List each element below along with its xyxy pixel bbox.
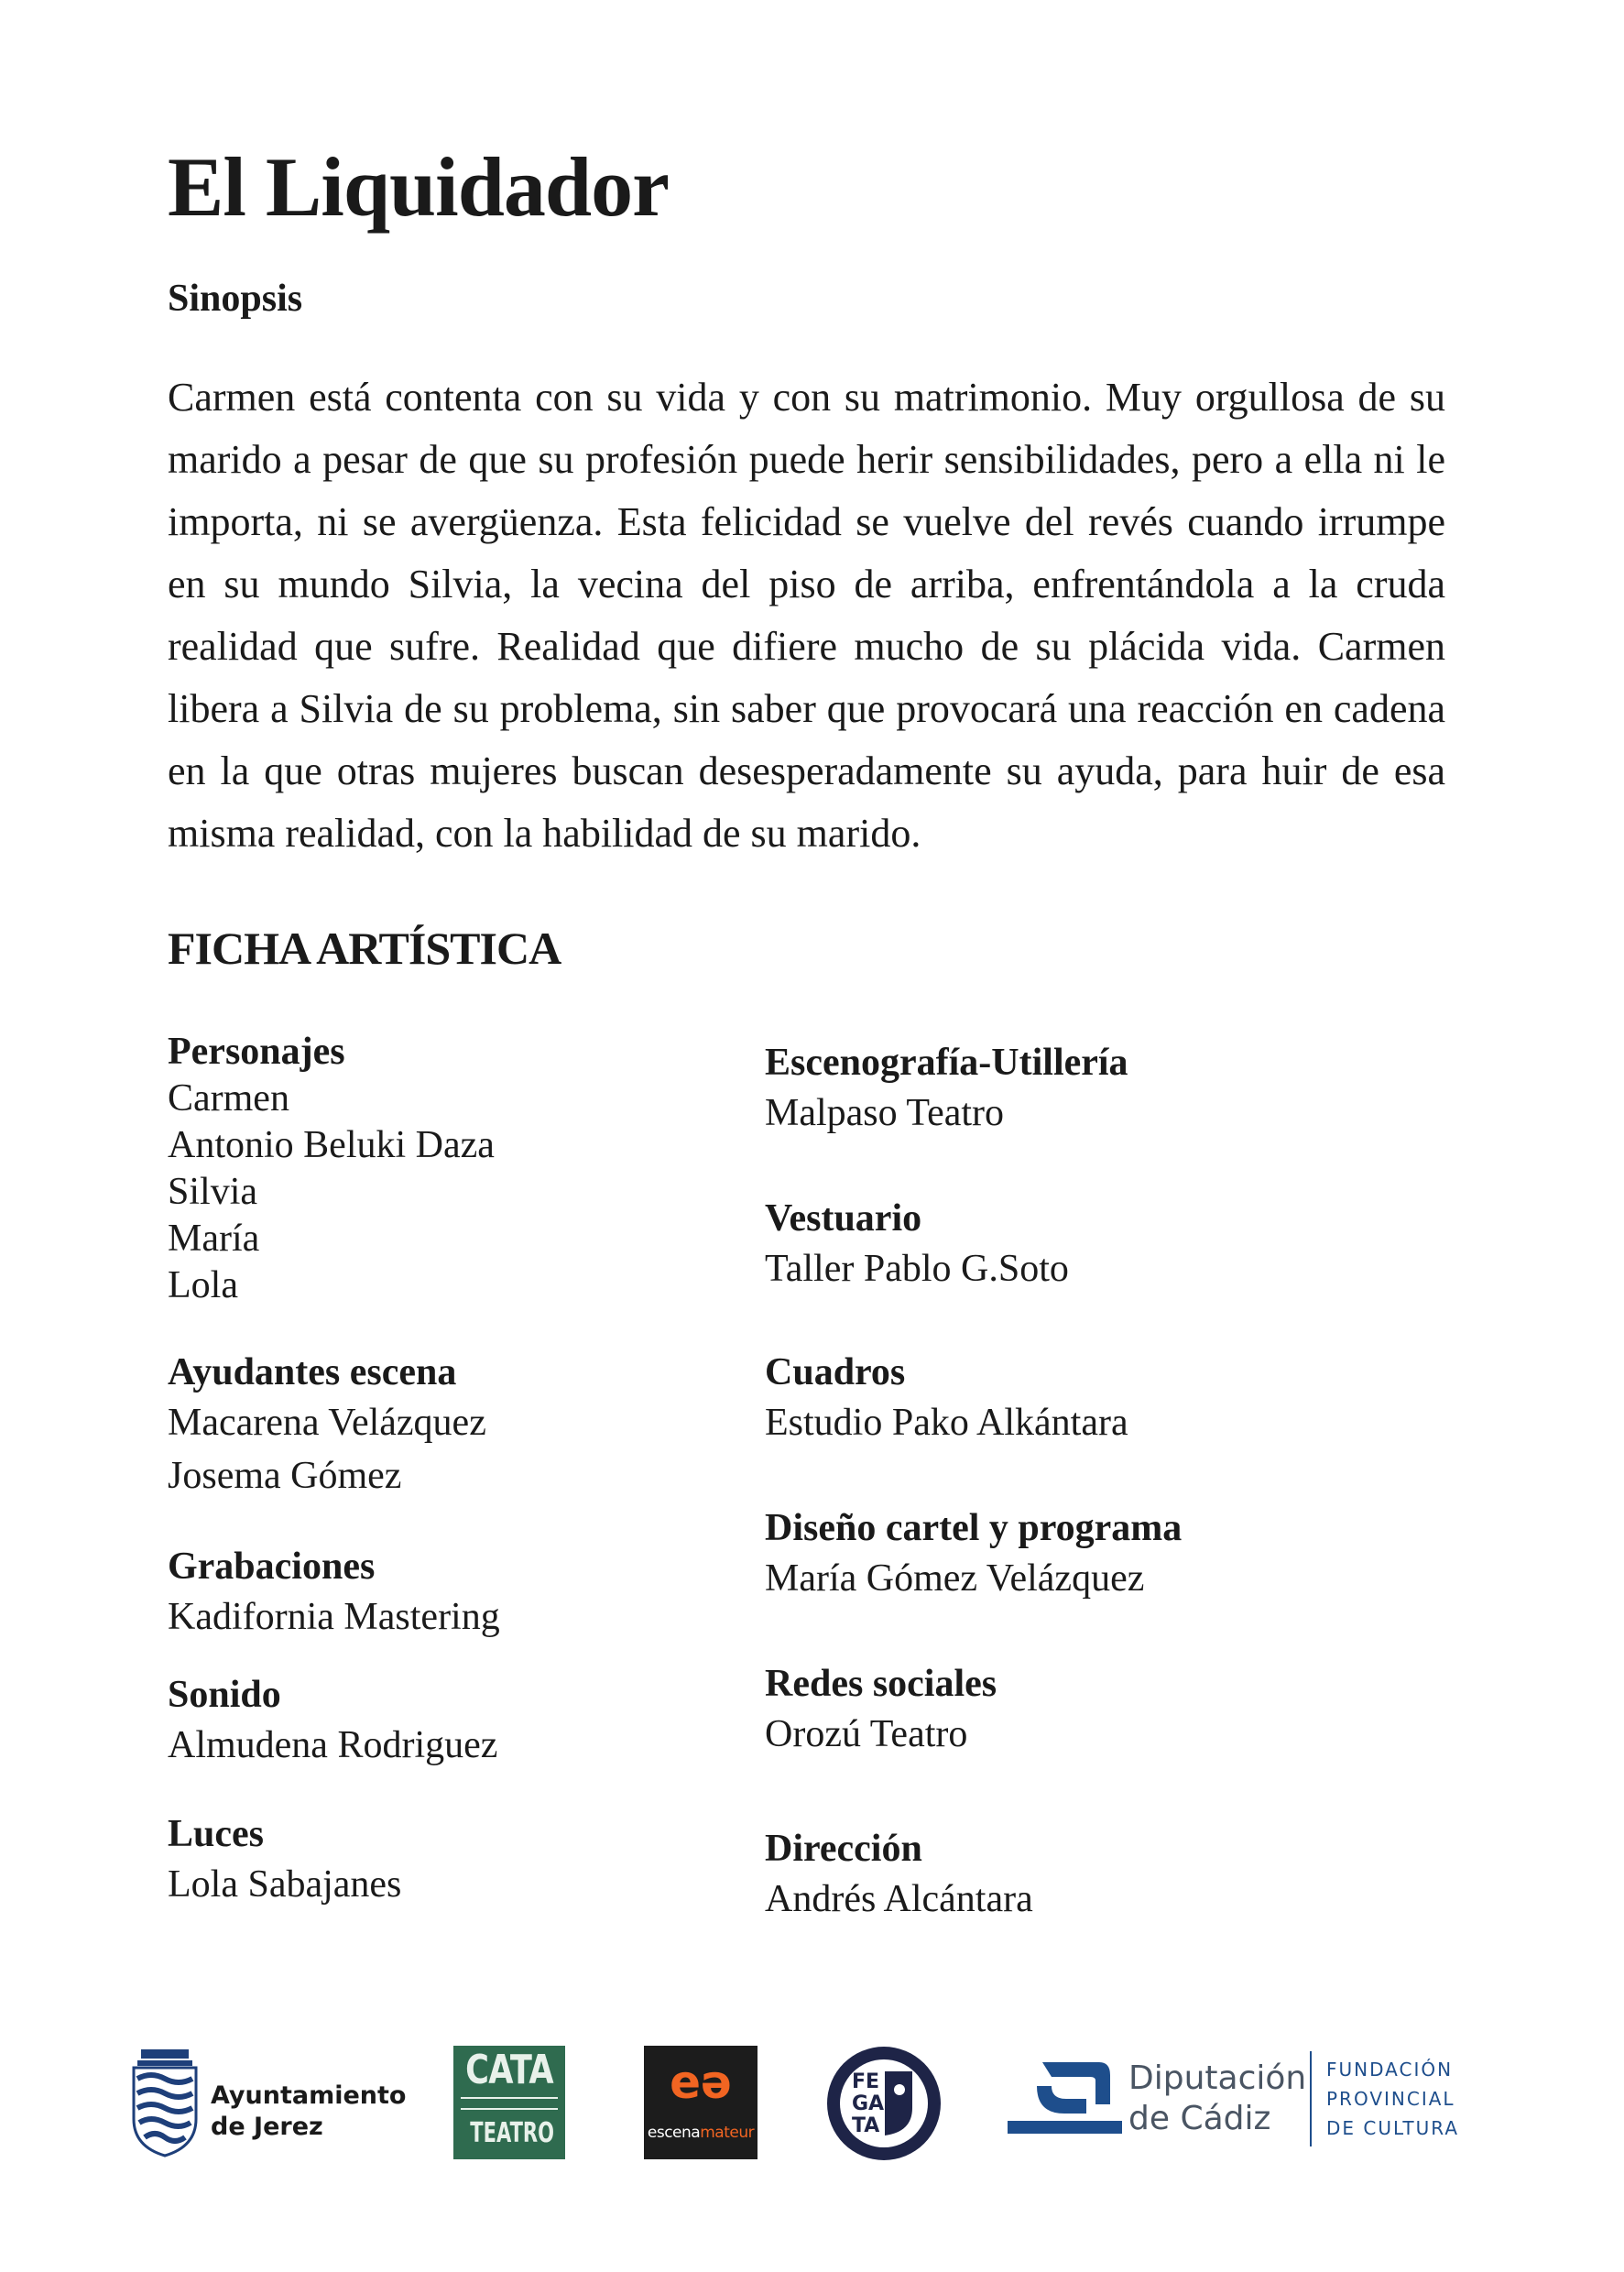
credit-vestuario [765,1195,1069,1295]
logo-divider [1310,2051,1312,2146]
credit-role: Redes sociales [765,1663,997,1705]
credit-name: Antonio Beluki Daza [168,1124,495,1166]
credit-name: Estudio Pako Alkántara [765,1402,1128,1444]
escena-word-a: escena [647,2124,701,2142]
credit-role: Vestuario [765,1197,922,1240]
credit-escenografia [765,1039,1128,1140]
jerez-line2: de Jerez [211,2113,323,2141]
credit-name: Lola Sabajanes [168,1863,402,1906]
credit-name: Carmen [168,1077,289,1120]
diputacion-line2: de Cádiz [1128,2100,1271,2137]
credit-ayudantes-escena [168,1349,486,1502]
credit-direccion [765,1825,1033,1926]
fundacion-line2: PROVINCIAL [1326,2088,1455,2110]
credit-diseno-cartel [765,1504,1182,1605]
credit-grabaciones [168,1543,500,1644]
credit-role: Ayudantes escena [168,1351,457,1393]
fegata-text: FE GA TA [852,2070,885,2137]
jerez-line1: Ayuntamiento [211,2081,407,2110]
diputacion-emblem-icon [1008,2049,1122,2150]
escena-word-b: mateur [700,2124,755,2142]
credit-role: Escenografía-Utillería [765,1042,1128,1084]
diputacion-cadiz-logo [1008,2049,1520,2159]
credit-name: Malpaso Teatro [765,1092,1005,1134]
escena-amateur-logo [644,2046,758,2159]
credit-sonido [168,1671,497,1772]
ayuntamiento-jerez-logo [128,2048,421,2157]
credit-personajes [168,1028,495,1309]
credit-role: Personajes [168,1031,345,1073]
credit-name: Kadifornia Mastering [168,1596,500,1638]
jerez-shield-icon [128,2048,202,2157]
credit-role: Luces [168,1813,264,1855]
credit-name: María Gómez Velázquez [765,1557,1145,1600]
cata-top: CATA [465,2047,553,2093]
credit-name: Almudena Rodriguez [168,1724,498,1766]
credit-redes-sociales [765,1660,997,1761]
ficha-artistica-heading: FICHA ARTÍSTICA [168,923,561,974]
credit-luces [168,1810,401,1911]
credit-cuadros [765,1349,1128,1449]
synopsis-text: Carmen está contenta con su vida y con su matrimonio. Muy orgullosa de su marido a pesar de que su profesión puede herir sensibilidades, pero a ella ni le importa, ni se avergüenza. Esta felicidad se vuelve del revés cuando irrumpe en su mundo Silvia, la vecina del piso de arriba, enfrentándola a la cruda realidad que sufre. Realidad que difiere mucho de su plácida vida. Carmen libera a Silvia de su problema, sin saber que provocará una reacción en cadena en la que otras mujeres buscan desesperadamente su ayuda, para huir de esa misma realidad, con la habilidad de su marido. [168,375,1445,856]
credit-role: Diseño cartel y programa [765,1507,1183,1549]
cata-teatro-logo [453,2046,565,2159]
credit-role: Sonido [168,1674,281,1716]
credit-name: Lola [168,1264,238,1306]
credit-name: Taller Pablo G.Soto [765,1248,1069,1290]
credit-name: Andrés Alcántara [765,1878,1033,1920]
fundacion-line3: DE CULTURA [1326,2117,1460,2139]
credit-name: María [168,1218,260,1260]
fegata-logo [824,2044,943,2163]
credit-role: Cuadros [765,1351,906,1393]
credit-name: Josema Gómez [168,1455,402,1497]
fundacion-line1: FUNDACIÓN [1326,2059,1454,2081]
cata-bottom: TEATRO [470,2117,554,2149]
synopsis-heading: Sinopsis [168,278,303,320]
credit-role: Dirección [765,1828,922,1870]
page-title: El Liquidador [168,140,669,234]
credit-name: Macarena Velázquez [168,1402,486,1444]
credit-name: Orozú Teatro [765,1713,968,1755]
credit-name: Silvia [168,1171,258,1213]
diputacion-line1: Diputación [1128,2059,1307,2097]
credit-role: Grabaciones [168,1546,376,1588]
escena-mark: eə [670,2056,732,2109]
sponsor-logos [0,2029,1624,2167]
